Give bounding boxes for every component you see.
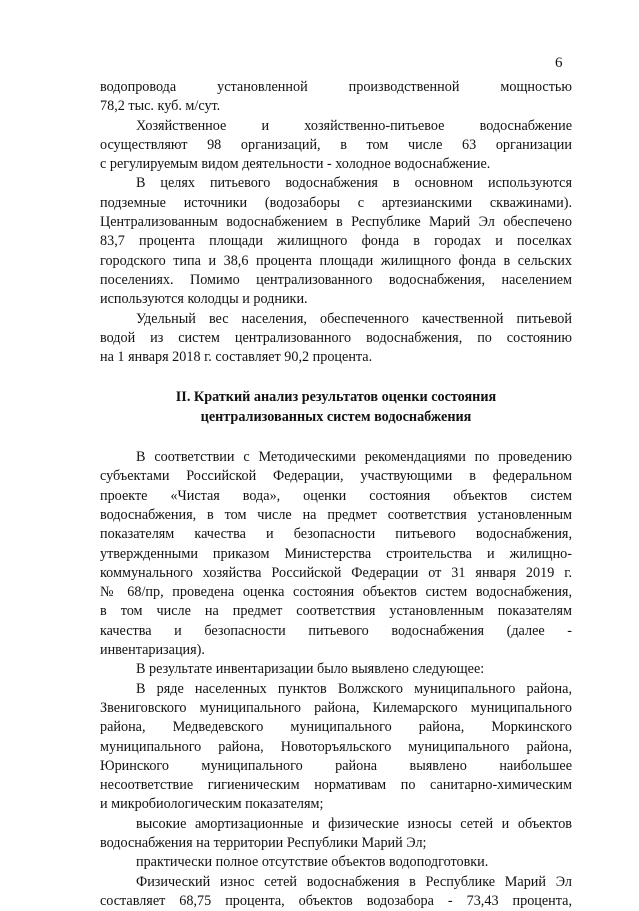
- text-line: В результате инвентаризации было выявлено следующее:: [136, 661, 485, 678]
- section-heading-line-2: централизованных систем водоснабжения: [200, 408, 472, 425]
- text-line: Физический износ сетей водоснабжения в Республике Марий Эл: [136, 873, 572, 890]
- text-line: с регулируемым видом деятельности - холодное водоснабжение.: [100, 156, 491, 173]
- text-line: поселениях. Помимо централизованного водоснабжения, населением: [100, 271, 572, 288]
- text-line: проекте «Чистая вода», оценки состояния объектов систем: [100, 487, 572, 504]
- text-line: водоснабжения на территории Республики Марий Эл;: [100, 834, 427, 851]
- text-line: показателям качества и безопасности питьевого водоснабжения,: [100, 526, 572, 543]
- intro-paragraphs: [100, 78, 572, 367]
- text-line: высокие амортизационные и физические износы сетей и объектов: [136, 815, 572, 832]
- text-line: Хозяйственное и хозяйственно-питьевое водоснабжение: [136, 117, 572, 134]
- text-line: В ряде населенных пунктов Волжского муниципального района,: [136, 680, 572, 697]
- text-line: 78,2 тыс. куб. м/сут.: [100, 98, 221, 115]
- page-number: 6: [555, 55, 563, 71]
- text-line: городского типа и 38,6 процента площади жилищного фонда в сельских: [100, 252, 572, 269]
- text-line: района, Медведевского муниципального района, Моркинского: [100, 719, 572, 736]
- text-line: Юринского муниципального района выявлено наибольшее: [100, 757, 572, 774]
- text-line: в том числе на предмет соответствия установленным показателям: [100, 603, 572, 620]
- text-line: субъектами Российской Федерации, участвующими в федеральном: [100, 468, 572, 485]
- section-gap: [100, 367, 572, 388]
- text-line: подземные источники (водозаборы с артезианскими скважинами).: [100, 194, 572, 211]
- text-line: качества и безопасности питьевого водоснабжения (далее -: [100, 622, 572, 639]
- text-line: Звениговского муниципального района, Килемарского муниципального: [100, 699, 572, 716]
- text-line: несоответствие гигиеническим нормативам по санитарно-химическим: [100, 777, 572, 794]
- text-line: В соответствии с Методическими рекомендациями по проведению: [136, 449, 572, 466]
- text-line: утвержденными приказом Министерства строительства и жилищно-: [100, 545, 572, 562]
- text-line: инвентаризация).: [100, 642, 205, 659]
- section-paragraphs: [100, 448, 572, 911]
- document-body: [100, 78, 572, 911]
- text-line: на 1 января 2018 г. составляет 90,2 процента.: [100, 349, 373, 366]
- text-line: и микробиологическим показателям;: [100, 796, 324, 813]
- text-line: составляет 68,75 процента, объектов водозабора - 73,43 процента,: [100, 892, 572, 909]
- section-gap: [100, 427, 572, 448]
- text-line: используются колодцы и родники.: [100, 291, 308, 308]
- text-line: коммунального хозяйства Российской Федерации от 31 января 2019 г.: [100, 564, 572, 581]
- text-line: Удельный вес населения, обеспеченного качественной питьевой: [136, 310, 572, 327]
- text-line: водоснабжения, в том числе на предмет соответствия установленным: [100, 506, 572, 523]
- text-line: осуществляют 98 организаций, в том числе 63 организации: [100, 136, 572, 153]
- section-heading-line-1: II. Краткий анализ результатов оценки состояния: [175, 389, 497, 406]
- text-line: В целях питьевого водоснабжения в основном используются: [136, 175, 572, 192]
- text-line: практически полное отсутствие объектов водоподготовки.: [136, 854, 489, 871]
- text-line: 83,7 процента площади жилищного фонда в городах и поселках: [100, 233, 572, 250]
- text-line: Централизованным водоснабжением в Республике Марий Эл обеспечено: [100, 214, 572, 231]
- text-line: водопровода установленной производственной мощностью: [100, 79, 572, 95]
- text-line: водой из систем централизованного водоснабжения, по состоянию: [100, 329, 572, 346]
- text-line: № 68/пр, проведена оценка состояния объектов систем водоснабжения,: [100, 584, 572, 601]
- text-line: муниципального района, Новоторъяльского муниципального района,: [100, 738, 572, 755]
